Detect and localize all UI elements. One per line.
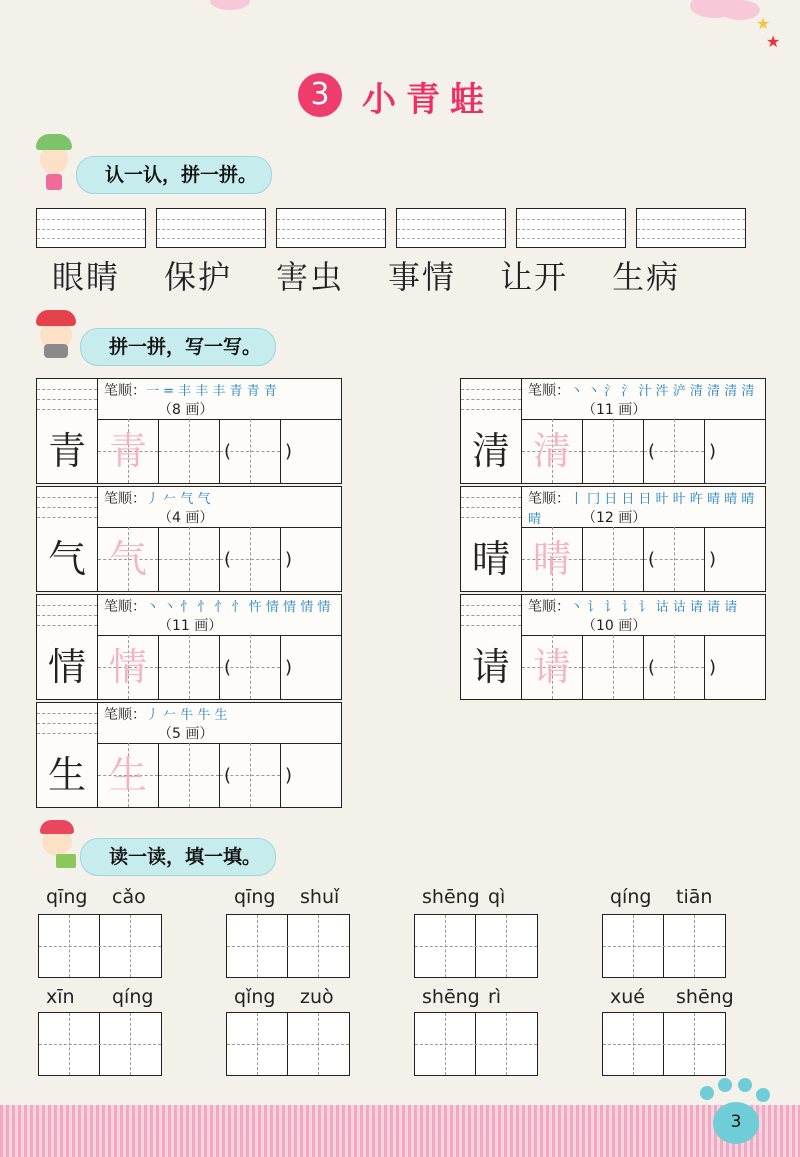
writing-cell[interactable] — [158, 419, 219, 483]
star-icon: ★ — [756, 14, 771, 33]
stroke-panel — [460, 378, 766, 484]
paw-icon — [738, 1078, 752, 1092]
writing-cell[interactable] — [582, 419, 643, 483]
writing-cell[interactable] — [643, 527, 717, 591]
word: 生病 — [612, 258, 681, 296]
model-character: 情 — [47, 645, 86, 689]
pinyin-syllable: qīng — [46, 886, 88, 908]
pinyin-paren[interactable]: ( ) — [224, 765, 293, 786]
writing-cell[interactable] — [643, 419, 717, 483]
tianzige-box[interactable] — [414, 1012, 538, 1076]
writing-cell[interactable] — [280, 527, 341, 591]
pinyin-box[interactable] — [396, 208, 506, 248]
pinyin-syllable: shēng — [676, 986, 734, 1008]
word: 眼睛 — [52, 258, 121, 296]
section3-heading: 读一读，填一填。 — [80, 838, 276, 876]
writing-cell[interactable] — [158, 527, 219, 591]
pinyin-syllable: tiān — [676, 886, 713, 908]
stroke-count: （4 画） — [158, 510, 214, 526]
tianzige-box[interactable] — [414, 914, 538, 978]
tianzige-box[interactable] — [226, 1012, 350, 1076]
stroke-count: （8 画） — [158, 402, 214, 418]
footer-wave — [0, 1090, 800, 1112]
stroke-panel — [36, 486, 342, 592]
pinyin-lines[interactable] — [37, 379, 97, 419]
stroke-order-label: 笔顺：丶 丶 氵 氵 汁 汼 浐 清 清 清 清 — [528, 383, 755, 399]
stroke-order-label: 笔顺：丶 讠 讠 讠 讠 诂 诂 请 请 请 — [528, 599, 738, 615]
pinyin-syllable: qì — [488, 886, 506, 908]
stroke-sequence: 丿 𠂉 牛 牛 生 — [146, 708, 228, 723]
stroke-panel — [36, 378, 342, 484]
pinyin-syllable: rì — [488, 986, 502, 1008]
tianzige-box[interactable] — [602, 914, 726, 978]
pinyin-syllable: qīng — [234, 886, 276, 908]
pinyin-paren[interactable]: ( ) — [224, 549, 293, 570]
paw-icon — [718, 1078, 732, 1092]
writing-cell[interactable] — [704, 419, 765, 483]
writing-cell[interactable] — [280, 635, 341, 699]
star-icon: ★ — [766, 32, 781, 51]
section1-heading: 认一认，拼一拼。 — [76, 156, 272, 194]
writing-cell[interactable] — [521, 527, 582, 591]
word: 保护 — [164, 258, 233, 296]
model-character: 气 — [47, 537, 86, 581]
writing-cell[interactable] — [219, 527, 293, 591]
boy-avatar-icon — [34, 308, 78, 360]
writing-cell[interactable] — [280, 743, 341, 807]
pinyin-box[interactable] — [516, 208, 626, 248]
stroke-count: （11 画） — [582, 402, 647, 418]
stroke-order-label: 笔顺：丨 冂 日 日 日 旪 旪 旿 晴 晴 晴 晴 — [528, 491, 755, 527]
pinyin-lines[interactable] — [461, 595, 521, 635]
stroke-sequence: 丶 丶 忄 忄 忄 忄 忤 情 情 情 情 — [146, 600, 331, 615]
stroke-sequence: 丶 丶 氵 氵 汁 汼 浐 清 清 清 清 — [570, 384, 755, 399]
pinyin-lines[interactable] — [37, 703, 97, 743]
pinyin-syllable: qǐng — [234, 986, 276, 1008]
writing-cell[interactable] — [643, 635, 717, 699]
stroke-order-label: 笔顺：丿 𠂉 气 气 — [104, 491, 211, 507]
word: 事情 — [388, 258, 457, 296]
stroke-panel — [36, 702, 342, 808]
writing-cell[interactable] — [219, 419, 293, 483]
pinyin-box[interactable] — [36, 208, 146, 248]
model-character: 清 — [471, 429, 510, 473]
lesson-number: 3 — [298, 73, 342, 117]
paw-icon — [756, 1088, 770, 1102]
stroke-sequence: 丶 讠 讠 讠 讠 诂 诂 请 请 请 — [570, 600, 738, 615]
stroke-sequence: 一 = 丰 丰 丰 青 青 青 — [146, 384, 277, 399]
writing-cell[interactable] — [158, 635, 219, 699]
pinyin-paren[interactable]: ( ) — [648, 657, 717, 678]
tianzige-box[interactable] — [602, 1012, 726, 1076]
pinyin-box[interactable] — [636, 208, 746, 248]
pinyin-box[interactable] — [276, 208, 386, 248]
section2-heading: 拼一拼，写一写。 — [80, 328, 276, 366]
stroke-order-label: 笔顺：一 = 丰 丰 丰 青 青 青 — [104, 383, 277, 399]
writing-cell[interactable] — [582, 527, 643, 591]
stroke-panel — [36, 594, 342, 700]
stroke-count: （12 画） — [582, 510, 647, 526]
writing-cell[interactable] — [97, 527, 158, 591]
stroke-order-label: 笔顺：丿 𠂉 牛 牛 生 — [104, 707, 228, 723]
writing-cell[interactable] — [97, 419, 158, 483]
word: 让开 — [500, 258, 569, 296]
pinyin-lines[interactable] — [37, 487, 97, 527]
pinyin-syllable: xué — [610, 986, 645, 1008]
cloud-decoration — [210, 0, 250, 10]
pinyin-lines[interactable] — [461, 487, 521, 527]
paw-icon — [700, 1086, 714, 1100]
pinyin-syllable: cǎo — [112, 886, 146, 908]
pinyin-syllable: qíng — [610, 886, 652, 908]
stroke-count: （11 画） — [158, 618, 223, 634]
page-number: 3 — [713, 1102, 759, 1144]
stroke-order-label: 笔顺：丶 丶 忄 忄 忄 忄 忤 情 情 情 情 — [104, 599, 331, 615]
writing-cell[interactable] — [280, 419, 341, 483]
writing-cell[interactable] — [521, 419, 582, 483]
pinyin-lines[interactable] — [461, 379, 521, 419]
writing-cell[interactable] — [704, 635, 765, 699]
writing-cell[interactable] — [219, 743, 293, 807]
word-list — [52, 252, 680, 298]
trace-character: 气 — [108, 537, 147, 581]
pinyin-syllable: qíng — [112, 986, 154, 1008]
footer-stripe — [0, 1105, 800, 1157]
pinyin-syllable: shuǐ — [300, 886, 340, 908]
pinyin-paren[interactable]: ( ) — [648, 549, 717, 570]
lesson-title: 小青蛙 — [362, 80, 494, 120]
model-character: 请 — [471, 645, 510, 689]
girl-reading-icon — [36, 818, 78, 870]
pinyin-syllable: shēng — [422, 886, 480, 908]
stroke-count: （5 画） — [158, 726, 214, 742]
writing-cell[interactable] — [521, 635, 582, 699]
trace-character: 请 — [532, 645, 571, 689]
pinyin-syllable: shēng — [422, 986, 480, 1008]
cloud-decoration — [720, 0, 760, 20]
stroke-panel — [460, 486, 766, 592]
trace-character: 情 — [108, 645, 147, 689]
pinyin-box[interactable] — [156, 208, 266, 248]
girl-avatar-icon — [34, 132, 74, 190]
pinyin-paren[interactable]: ( ) — [224, 441, 293, 462]
tianzige-box[interactable] — [226, 914, 350, 978]
pinyin-paren[interactable]: ( ) — [224, 657, 293, 678]
trace-character: 晴 — [532, 537, 571, 581]
trace-character: 清 — [532, 429, 571, 473]
writing-cell[interactable] — [582, 635, 643, 699]
stroke-sequence: 丨 冂 日 日 日 旪 旪 旿 晴 晴 晴 晴 — [528, 492, 755, 527]
writing-cell[interactable] — [158, 743, 219, 807]
stroke-sequence: 丿 𠂉 气 气 — [146, 492, 211, 507]
pinyin-lines[interactable] — [37, 595, 97, 635]
trace-character: 生 — [108, 753, 147, 797]
stroke-count: （10 画） — [582, 618, 647, 634]
model-character: 生 — [47, 753, 86, 797]
trace-character: 青 — [108, 429, 147, 473]
writing-cell[interactable] — [97, 635, 158, 699]
tianzige-box[interactable] — [38, 1012, 162, 1076]
pinyin-syllable: zuò — [300, 986, 334, 1008]
tianzige-box[interactable] — [38, 914, 162, 978]
pinyin-paren[interactable]: ( ) — [648, 441, 717, 462]
word: 害虫 — [276, 258, 345, 296]
writing-cell[interactable] — [704, 527, 765, 591]
model-character: 晴 — [471, 537, 510, 581]
stroke-panel — [460, 594, 766, 700]
model-character: 青 — [47, 429, 86, 473]
writing-cell[interactable] — [219, 635, 293, 699]
writing-cell[interactable] — [97, 743, 158, 807]
pinyin-syllable: xīn — [46, 986, 75, 1008]
